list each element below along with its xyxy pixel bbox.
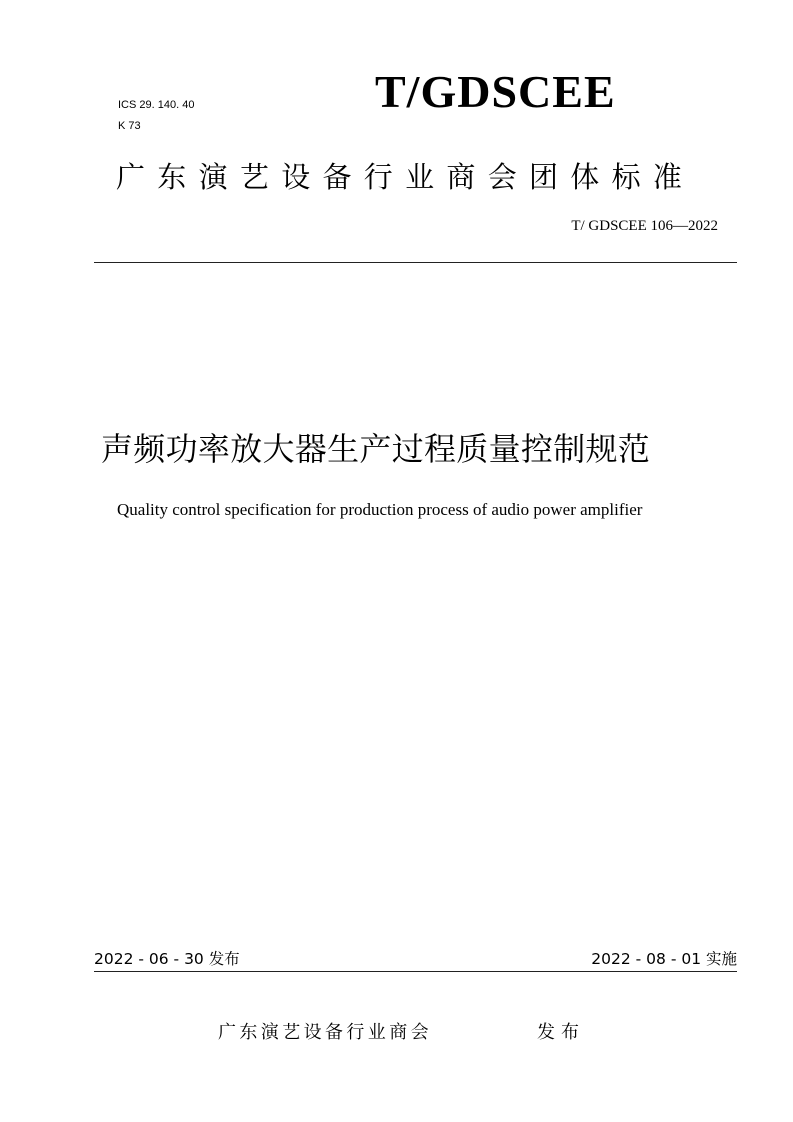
effective-date: 2022 - 08 - 01 实施 xyxy=(591,950,737,968)
document-title-en: Quality control specification for production process of audio power amplifier xyxy=(117,500,643,519)
organization-standard-title: 广东演艺设备行业商会团体标准 xyxy=(116,160,695,194)
category-code: K 73 xyxy=(118,120,141,132)
publisher-name: 广东演艺设备行业商会 xyxy=(218,1022,432,1043)
ics-code: ICS 29. 140. 40 xyxy=(118,99,195,111)
publish-label: 发布 xyxy=(537,1022,585,1043)
publish-date: 2022 - 06 - 30 发布 xyxy=(94,950,240,968)
header-divider xyxy=(94,262,737,263)
brand-logo-text: T/GDSCEE xyxy=(375,66,616,117)
footer-divider xyxy=(94,971,737,972)
standard-number: T/ GDSCEE 106—2022 xyxy=(571,218,718,234)
document-title-zh: 声频功率放大器生产过程质量控制规范 xyxy=(101,430,651,468)
